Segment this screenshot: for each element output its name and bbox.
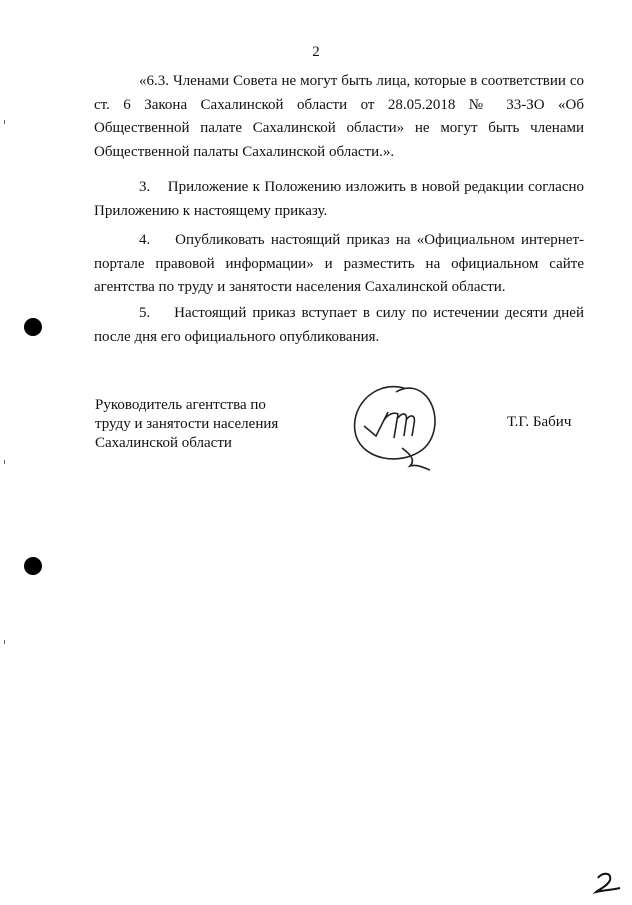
paragraph-6-3 — [94, 70, 584, 164]
scan-artifact — [4, 640, 5, 644]
scan-artifact — [4, 460, 5, 464]
paragraph-number: 5. — [139, 305, 151, 321]
position-line: труду и занятости населения — [95, 416, 279, 432]
handwritten-signature — [344, 378, 454, 478]
paragraph-number: 4. — [139, 232, 151, 248]
punch-hole — [24, 557, 42, 575]
paragraph-number: 3. — [139, 179, 151, 195]
signatory-name: Т.Г. Бабич — [507, 414, 572, 430]
paragraph-4 — [94, 229, 584, 300]
handwritten-page-mark — [590, 868, 626, 896]
position-line: Сахалинской области — [95, 435, 232, 451]
signatory-position — [95, 396, 315, 453]
scan-artifact — [4, 120, 5, 124]
page-number: 2 — [312, 44, 320, 60]
paragraph-3 — [94, 176, 584, 223]
punch-hole — [24, 318, 42, 336]
paragraph-text: Настоящий приказ вступает в силу по истечении десяти дней после дня его официального опубликования. — [94, 305, 584, 345]
paragraph-text: «6.3. Членами Совета не могут быть лица, которые в соответствии со ст. 6 Закона Сахалинской области от 28.05.2018 № 33-ЗО «Об Общественной палате Сахалинской области» не могут быть членами Общественной палаты Сахалинской области.». — [94, 73, 584, 160]
paragraph-text: Приложение к Положению изложить в новой редакции согласно Приложению к настоящему приказу. — [94, 179, 585, 219]
position-line: Руководитель агентства по — [95, 397, 266, 413]
paragraph-text: Опубликовать настоящий приказ на «Официальном интернет-портале правовой информации» и разместить на официальном сайте агентства по труду и занятости населения Сахалинской области. — [94, 232, 584, 295]
paragraph-5 — [94, 302, 584, 349]
